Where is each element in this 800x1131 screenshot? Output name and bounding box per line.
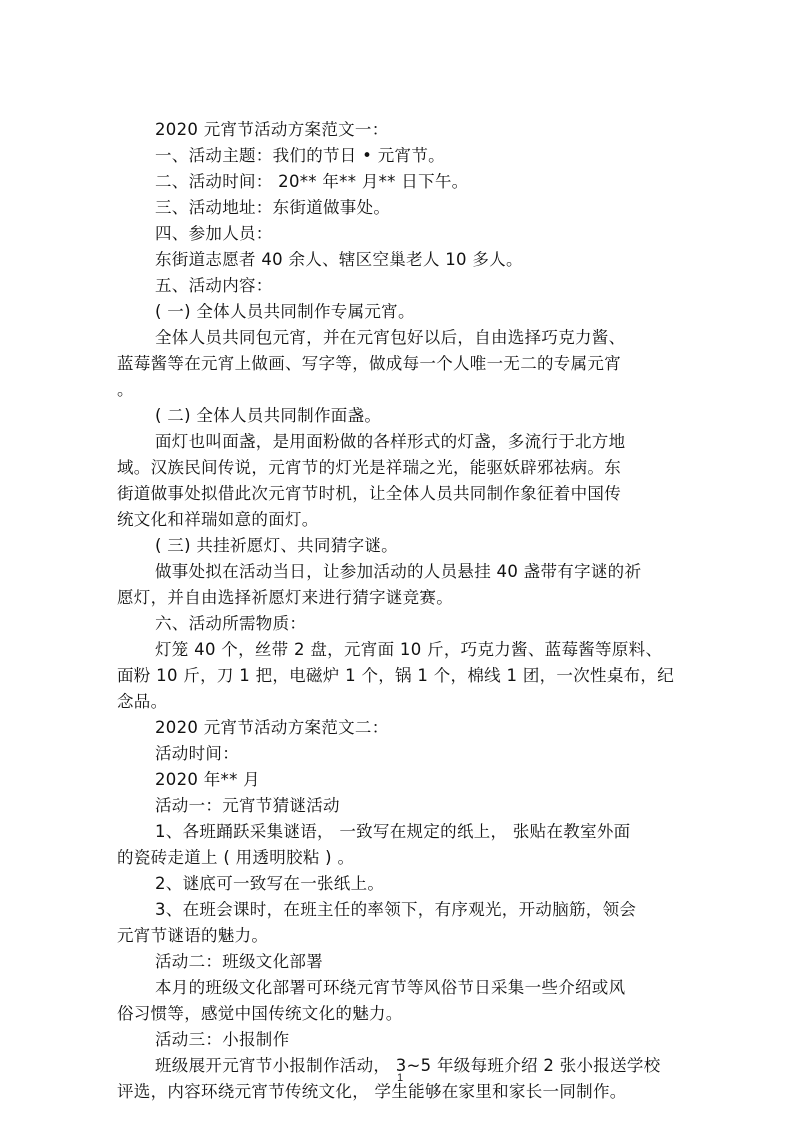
paragraph-line: 面灯也叫面盏，是用面粉做的各样形式的灯盏，多流行于北方地 xyxy=(155,432,626,451)
subsection-1: ( 一) 全体人员共同制作专属元宵。 xyxy=(155,302,415,321)
paragraph-line: 做事处拟在活动当日，让参加活动的人员悬挂 40 盏带有字谜的祈 xyxy=(155,562,642,581)
activity-three-heading: 活动三：小报制作 xyxy=(155,1030,290,1049)
activity-time-heading: 活动时间： xyxy=(155,744,239,763)
paragraph-line: 本月的班级文化部署可环绕元宵节等风俗节日采集一些介绍或风 xyxy=(155,978,626,997)
document-body xyxy=(0,117,800,1105)
paragraph-line: 元宵节谜语的魅力。 xyxy=(117,926,269,945)
activity-theme: 一、活动主题：我们的节日 • 元宵节。 xyxy=(155,146,445,165)
participants-heading: 四、参加人员： xyxy=(155,224,273,243)
materials-heading: 六、活动所需物质： xyxy=(155,614,307,633)
activity-one-heading: 活动一：元宵节猜谜活动 xyxy=(155,796,340,815)
paragraph-line: 3、在班会课时，在班主任的率领下，有序观光，开动脑筋，领会 xyxy=(155,900,637,919)
paragraph-line: 1、各班踊跃采集谜语， 一致写在规定的纸上， 张贴在教室外面 xyxy=(155,822,631,841)
paragraph-line: 统文化和祥瑞如意的面灯。 xyxy=(117,510,319,529)
paragraph-line: 全体人员共同包元宵，并在元宵包好以后，自由选择巧克力酱、 xyxy=(155,328,626,347)
activity-two-heading: 活动二：班级文化部署 xyxy=(155,952,323,971)
subsection-3: ( 三) 共挂祈愿灯、共同猜字谜。 xyxy=(155,536,398,555)
paragraph-line: 愿灯，并自由选择祈愿灯来进行猜字谜竞赛。 xyxy=(117,588,453,607)
participants-text: 东街道志愿者 40 余人、辖区空巢老人 10 多人。 xyxy=(155,250,523,269)
paragraph-line: 班级展开元宵节小报制作活动， 3~5 年级每班介绍 2 张小报送学校 xyxy=(155,1056,661,1075)
page-number: 1 xyxy=(396,1072,404,1084)
section-heading-2: 2020 元宵节活动方案范文二： xyxy=(155,718,389,737)
paragraph-line: 面粉 10 斤，刀 1 把，电磁炉 1 个，锅 1 个，棉线 1 团，一次性桌布，纪 xyxy=(117,666,675,685)
activity-time-value: 2020 年** 月 xyxy=(155,770,260,789)
activity-time: 二、活动时间： 20** 年** 月** 日下午。 xyxy=(155,172,469,191)
paragraph-line: 。 xyxy=(117,380,134,399)
content-heading: 五、活动内容： xyxy=(155,276,273,295)
paragraph-line: 念品。 xyxy=(117,692,168,711)
paragraph-line: 俗习惯等，感觉中国传统文化的魅力。 xyxy=(117,1004,403,1023)
subsection-2: ( 二) 全体人员共同制作面盏。 xyxy=(155,406,382,425)
paragraph-line: 评选，内容环绕元宵节传统文化， 学生能够在家里和家长一同制作。 xyxy=(117,1082,627,1101)
paragraph-line: 的瓷砖走道上 ( 用透明胶粘 ) 。 xyxy=(117,848,355,867)
paragraph-line: 灯笼 40 个，丝带 2 盘，元宵面 10 斤，巧克力酱、蓝莓酱等原料、 xyxy=(155,640,663,659)
paragraph-line: 域。汉族民间传说，元宵节的灯光是祥瑞之光，能驱妖辟邪祛病。东 xyxy=(117,458,621,477)
paragraph-line: 2、谜底可一致写在一张纸上。 xyxy=(155,874,385,893)
paragraph-line: 蓝莓酱等在元宵上做画、写字等，做成每一个人唯一无二的专属元宵 xyxy=(117,354,621,373)
paragraph-line: 街道做事处拟借此次元宵节时机，让全体人员共同制作象征着中国传 xyxy=(117,484,621,503)
activity-location: 三、活动地址：东街道做事处。 xyxy=(155,198,391,217)
section-heading-1: 2020 元宵节活动方案范文一： xyxy=(155,120,389,139)
